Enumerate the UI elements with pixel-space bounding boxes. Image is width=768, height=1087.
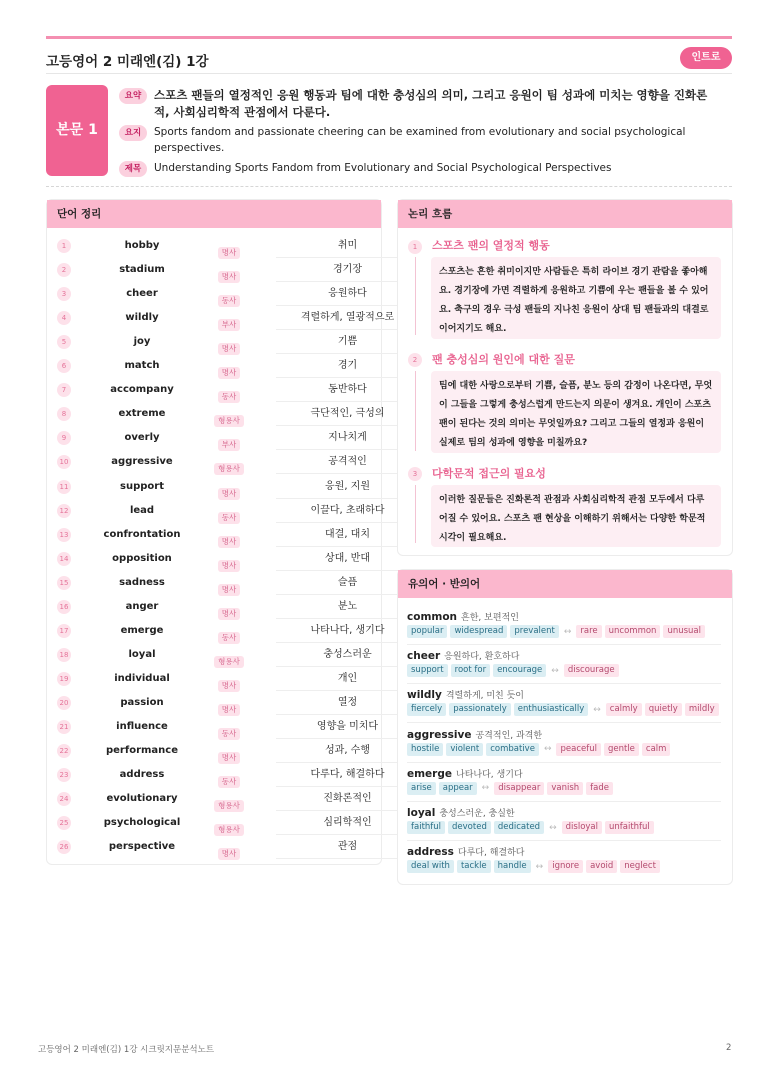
vocab-pos-badge <box>197 553 261 572</box>
logic-step-body: 이러한 질문들은 진화론적 관점과 사회심리학적 관점 모두에서 다루어질 수 있어요. 스포츠 팬 현상을 이해하기 위해서는 다양한 학문적 시각이 필요해요. <box>431 485 721 547</box>
vocab-meaning: 관점 <box>276 835 419 859</box>
antonym-chip: unfaithful <box>605 821 654 834</box>
synonym-chip: hostile <box>407 743 443 756</box>
vocab-number: 21 <box>57 720 71 734</box>
vocab-pos-badge <box>197 793 261 812</box>
vocab-word: influence <box>116 721 168 732</box>
vocab-meaning: 동반하다 <box>276 378 419 402</box>
vocab-word: address <box>119 769 165 781</box>
vocab-row <box>47 282 381 306</box>
synonym-chips <box>407 782 616 795</box>
vocab-pos: 동사 <box>218 391 241 403</box>
vocab-number: 23 <box>57 768 71 782</box>
vocab-pos: 명사 <box>218 343 241 355</box>
synonym-chip: widespread <box>450 625 507 638</box>
vocab-row <box>47 354 381 378</box>
vocab-number: 14 <box>57 552 71 566</box>
synonym-meaning: 충성스러운, 충실한 <box>439 809 515 819</box>
vocab-pos: 명사 <box>218 848 241 860</box>
page-title: 고등영어 2 미래엔(김) 1강 <box>46 54 209 70</box>
synonym-word: emerge <box>407 767 452 780</box>
vocab-number: 3 <box>57 287 71 301</box>
vocab-meaning: 분노 <box>276 595 419 619</box>
antonym-arrow-icon: ↔ <box>481 783 490 794</box>
top-accent-bar <box>46 36 732 39</box>
vocab-row <box>47 547 381 571</box>
antonym-chip: calm <box>642 743 671 756</box>
synonym-chips <box>407 625 708 638</box>
vocab-pos-badge <box>197 505 261 524</box>
vocab-meaning: 나타나다, 생기다 <box>276 619 419 643</box>
vocab-row <box>47 426 381 450</box>
summary-row-jemok <box>119 160 720 177</box>
vocab-meaning: 응원하다 <box>276 282 419 306</box>
vocab-meaning: 성과, 수행 <box>276 739 419 763</box>
synonym-word: loyal <box>407 807 436 819</box>
vocab-number: 10 <box>57 455 71 469</box>
vocab-word: perspective <box>108 841 176 853</box>
synonym-meaning: 흔한, 보편적인 <box>461 613 519 623</box>
header-divider <box>46 73 732 74</box>
vocab-pos-badge <box>197 769 261 788</box>
vocab-row <box>47 402 385 426</box>
vocab-meaning: 지나치게 <box>276 426 419 450</box>
synonym-divider <box>407 840 721 841</box>
vocab-pos-badge <box>197 408 261 427</box>
vocab-pos-badge <box>197 601 261 620</box>
vocab-pos: 명사 <box>218 536 241 548</box>
vocab-word: individual <box>114 672 170 684</box>
vocab-meaning: 열정 <box>276 691 419 715</box>
antonym-chip: calmly <box>606 703 642 716</box>
synonym-chip: dedicated <box>494 821 544 834</box>
footer-title: 고등영어 2 미래엔(김) 1강 시크릿지문분석노트 <box>38 1045 215 1055</box>
synonym-word: cheer <box>407 650 441 663</box>
vocab-word: passion <box>120 696 164 708</box>
vocab-word: performance <box>105 745 179 757</box>
vocab-meaning: 취미 <box>276 234 419 258</box>
vocab-pos-badge <box>197 264 261 283</box>
synonym-divider <box>407 644 721 645</box>
logic-connector <box>415 257 416 335</box>
antonym-chip: ignore <box>548 860 583 873</box>
vocab-row <box>47 619 385 643</box>
antonym-chip: gentle <box>604 743 639 756</box>
synonym-chips <box>407 743 673 756</box>
vocab-row <box>47 787 381 811</box>
synonym-heading: 유의어 · 반의어 <box>398 570 732 598</box>
synonym-word: wildly <box>407 689 442 702</box>
vocab-meaning: 공격적인 <box>276 450 419 474</box>
antonym-chip: quietly <box>645 703 682 716</box>
vocab-word: cheer <box>126 288 158 300</box>
vocab-number: 16 <box>57 600 71 614</box>
vocab-number: 8 <box>57 407 71 421</box>
logic-connector <box>415 485 416 543</box>
synonym-chip: support <box>407 664 448 677</box>
antonym-arrow-icon: ↔ <box>551 665 559 676</box>
vocab-pos-badge <box>197 697 261 716</box>
vocab-meaning: 격렬하게, 열광적으로 <box>276 306 419 330</box>
vocab-number: 4 <box>57 311 71 325</box>
summary-row-yoyak <box>119 87 720 121</box>
vocab-pos-badge <box>197 529 261 548</box>
vocab-word: opposition <box>112 552 172 564</box>
synonym-divider <box>407 722 721 723</box>
vocab-pos-badge <box>197 817 261 836</box>
vocab-word: support <box>120 480 164 492</box>
vocab-pos: 명사 <box>218 247 241 259</box>
vocab-pos-badge <box>197 673 261 692</box>
vocab-row <box>47 739 381 763</box>
vocab-word: lead <box>129 504 155 516</box>
synonym-word: address <box>407 846 454 859</box>
vocab-word: loyal <box>128 648 156 660</box>
vocab-number: 2 <box>57 263 71 277</box>
vocab-pos: 부사 <box>218 439 241 451</box>
summary-tag: 요지 <box>119 125 147 141</box>
vocab-pos-badge <box>197 649 261 668</box>
section-divider <box>46 186 732 187</box>
vocab-word: extreme <box>118 408 166 420</box>
logic-step-title: 팬 충성심의 원인에 대한 질문 <box>432 353 575 366</box>
vocab-row <box>47 667 381 691</box>
synonym-chip: faithful <box>407 821 445 834</box>
antonym-chip: fade <box>586 782 613 795</box>
antonym-arrow-icon: ↔ <box>543 744 552 755</box>
vocab-heading: 단어 정리 <box>47 200 381 228</box>
logic-step-body: 스포츠는 흔한 취미이지만 사람들은 특히 라이브 경기 관람을 좋아해요. 경기장에 가면 격렬하게 응원하고 기쁨에 우는 팬들을 볼 수 있어요. 축구의 경우 극성 팬들의 지나친 응원이 상대 팀 팬들과의 대결로 이어지기도 해요. <box>431 257 721 339</box>
vocab-meaning: 극단적인, 극성의 <box>276 402 419 426</box>
vocab-row <box>47 306 395 330</box>
vocab-number: 6 <box>57 359 71 373</box>
synonym-chip: violent <box>446 743 483 756</box>
logic-step-title: 다학문적 접근의 필요성 <box>432 467 546 480</box>
summary-row-yoji <box>119 124 720 156</box>
summary-text: 스포츠 팬들의 열정적인 응원 행동과 팀에 대한 충성심의 의미, 그리고 응원이 팀 성과에 미치는 영향을 진화론적, 사회심리학적 관점에서 다룬다. <box>154 88 708 119</box>
synonym-chip: deal with <box>407 860 454 873</box>
antonym-chip: uncommon <box>605 625 661 638</box>
vocab-pos-badge <box>197 336 261 355</box>
summary-text: Understanding Sports Fandom from Evolutionary and Social Psychological Perspectives <box>154 162 612 174</box>
vocab-word: wildly <box>125 312 159 324</box>
vocab-meaning: 이끌다, 초래하다 <box>276 499 419 523</box>
antonym-chip: unusual <box>663 625 705 638</box>
vocab-meaning: 개인 <box>276 667 419 691</box>
synonym-word: aggressive <box>407 728 472 741</box>
vocab-pos-badge <box>197 577 261 596</box>
vocab-meaning: 슬픔 <box>276 571 419 595</box>
vocab-word: accompany <box>110 384 174 396</box>
summary-tag: 제목 <box>119 161 147 177</box>
summary-block <box>46 85 732 180</box>
synonym-chips <box>407 860 663 873</box>
vocab-row <box>47 763 385 787</box>
intro-button[interactable]: 인트로 <box>680 47 732 69</box>
vocab-pos: 명사 <box>218 752 241 764</box>
vocab-word: hobby <box>124 240 160 251</box>
antonym-chip: rare <box>576 625 601 638</box>
vocab-row <box>47 715 381 739</box>
vocab-meaning: 영향을 미치다 <box>276 715 419 739</box>
synonym-divider <box>407 683 721 684</box>
antonym-arrow-icon: ↔ <box>549 822 557 833</box>
vocab-pos-badge <box>197 721 261 740</box>
vocab-pos: 동사 <box>218 632 241 644</box>
vocab-number: 11 <box>57 480 71 494</box>
logic-connector <box>415 371 416 451</box>
antonym-chip: disappear <box>494 782 544 795</box>
synonym-meaning: 다루다, 해결하다 <box>457 848 525 859</box>
vocab-number: 15 <box>57 576 71 590</box>
vocab-pos: 형용사 <box>214 656 244 668</box>
antonym-chip: disloyal <box>562 821 602 834</box>
vocab-meaning: 경기장 <box>276 258 419 282</box>
vocab-word: match <box>124 360 160 372</box>
vocab-number: 26 <box>57 840 71 854</box>
synonym-chip: appear <box>439 782 477 795</box>
vocab-meaning: 응원, 지원 <box>276 475 419 499</box>
synonym-panel <box>397 569 733 885</box>
antonym-chip: discourage <box>564 664 619 677</box>
synonym-chip: encourage <box>493 664 546 677</box>
antonym-chip: avoid <box>586 860 617 873</box>
vocab-meaning: 충성스러운 <box>276 643 419 667</box>
vocab-pos-badge <box>197 288 261 307</box>
synonym-meaning: 나타나다, 생기다 <box>456 769 523 780</box>
vocab-pos: 동사 <box>218 728 241 740</box>
vocab-meaning: 대결, 대치 <box>276 523 419 547</box>
synonym-chip: tackle <box>457 860 491 873</box>
synonym-chips <box>407 664 622 677</box>
antonym-chip: peaceful <box>556 743 600 756</box>
vocab-pos-badge <box>197 384 261 403</box>
logic-panel <box>397 199 733 556</box>
vocab-pos-badge <box>197 481 261 500</box>
vocab-number: 19 <box>57 672 71 686</box>
vocab-pos: 명사 <box>218 488 241 500</box>
vocab-pos: 형용사 <box>214 415 244 427</box>
antonym-chip: neglect <box>620 860 660 873</box>
vocab-pos: 형용사 <box>214 463 244 475</box>
vocab-word: evolutionary <box>106 793 178 805</box>
vocab-pos-badge <box>197 456 261 475</box>
vocab-row <box>47 811 381 835</box>
synonym-chip: passionately <box>449 703 511 716</box>
synonym-entry <box>398 845 732 884</box>
vocab-pos: 동사 <box>218 776 241 788</box>
synonym-word: common <box>407 611 458 623</box>
logic-step-number: 2 <box>408 353 422 367</box>
vocab-pos-badge <box>197 360 261 379</box>
vocab-word: confrontation <box>103 528 181 540</box>
synonym-divider <box>407 762 721 763</box>
vocab-row <box>47 523 381 547</box>
vocab-meaning: 다루다, 해결하다 <box>276 763 419 787</box>
vocab-number: 12 <box>57 504 71 518</box>
vocab-pos: 명사 <box>218 271 241 283</box>
antonym-chip: mildly <box>685 703 719 716</box>
synonym-chip: prevalent <box>510 625 558 638</box>
vocab-number: 7 <box>57 383 71 397</box>
synonym-meaning: 격렬하게, 미친 듯이 <box>445 691 524 702</box>
vocab-pos: 명사 <box>218 584 241 596</box>
logic-step-title: 스포츠 팬의 열정적 행동 <box>432 239 550 252</box>
vocab-word: aggressive <box>111 456 173 468</box>
vocab-meaning: 기쁨 <box>276 330 419 354</box>
vocab-row <box>47 499 385 523</box>
vocab-word: overly <box>124 432 160 444</box>
vocab-pos: 명사 <box>218 608 241 620</box>
vocab-number: 20 <box>57 696 71 710</box>
vocab-panel <box>46 199 395 865</box>
vocab-number: 25 <box>57 816 71 830</box>
vocab-number: 18 <box>57 648 71 662</box>
synonym-chip: popular <box>407 625 447 638</box>
synonym-chip: combative <box>486 743 539 756</box>
vocab-row <box>47 475 381 499</box>
vocab-word: joy <box>133 336 151 348</box>
logic-step-number: 1 <box>408 240 422 254</box>
synonym-meaning: 공격적인, 과격한 <box>475 730 543 741</box>
vocab-row <box>47 330 381 354</box>
vocab-number: 9 <box>57 431 71 445</box>
vocab-pos-badge <box>197 841 261 860</box>
vocab-meaning: 경기 <box>276 354 419 378</box>
vocab-meaning: 진화론적인 <box>276 787 419 811</box>
synonym-chip: root for <box>451 664 490 677</box>
vocab-word: stadium <box>119 264 165 276</box>
vocab-row <box>47 571 381 595</box>
vocab-word: psychological <box>103 817 181 829</box>
synonym-chip: fiercely <box>407 703 446 716</box>
vocab-pos-badge <box>197 240 261 259</box>
synonym-chip: devoted <box>448 821 491 834</box>
vocab-word: anger <box>125 600 159 612</box>
vocab-pos: 동사 <box>218 512 241 524</box>
synonym-divider <box>407 801 721 802</box>
vocab-pos: 형용사 <box>214 824 244 836</box>
synonym-meaning: 응원하다, 환호하다 <box>444 652 520 663</box>
vocab-pos: 명사 <box>218 367 241 379</box>
passage-badge: 본문 1 <box>46 85 108 176</box>
vocab-pos: 동사 <box>218 295 241 307</box>
vocab-row <box>47 258 381 282</box>
vocab-number: 24 <box>57 792 71 806</box>
synonym-chip: arise <box>407 782 436 795</box>
vocab-pos: 부사 <box>218 319 241 331</box>
summary-tag: 요약 <box>119 88 147 104</box>
vocab-pos: 명사 <box>218 560 241 572</box>
vocab-row <box>47 450 381 474</box>
vocab-row <box>47 378 381 402</box>
vocab-pos: 명사 <box>218 680 241 692</box>
antonym-arrow-icon: ↔ <box>563 626 572 637</box>
vocab-number: 13 <box>57 528 71 542</box>
vocab-pos-badge <box>197 312 261 331</box>
synonym-chips <box>407 703 722 716</box>
vocab-number: 17 <box>57 624 71 638</box>
vocab-meaning: 상대, 반대 <box>276 547 419 571</box>
antonym-arrow-icon: ↔ <box>593 704 601 715</box>
vocab-row <box>47 691 381 715</box>
vocab-row <box>47 595 381 619</box>
vocab-pos: 형용사 <box>214 800 244 812</box>
antonym-arrow-icon: ↔ <box>535 861 544 872</box>
vocab-number: 1 <box>57 239 71 253</box>
synonym-chip: enthusiastically <box>514 703 588 716</box>
vocab-number: 22 <box>57 744 71 758</box>
vocab-number: 5 <box>57 335 71 349</box>
vocab-pos: 명사 <box>218 704 241 716</box>
antonym-chip: vanish <box>547 782 583 795</box>
vocab-meaning: 심리학적인 <box>276 811 419 835</box>
logic-heading: 논리 흐름 <box>398 200 732 228</box>
logic-step-body: 팀에 대한 사랑으로부터 기쁨, 슬픔, 분노 등의 감정이 나온다면, 무엇이 그들을 그렇게 충성스럽게 만드는지 의문이 생겨요. 개인이 스포츠 팬이 된다는 것의 의미는 무엇일까요? 그리고 그들의 열정과 응원이 실제로 팀의 성과에 영향을 미칠까요? <box>431 371 721 453</box>
vocab-pos-badge <box>197 432 261 451</box>
summary-text: Sports fandom and passionate cheering can be examined from evolutionary and social psychological perspectives. <box>154 126 686 154</box>
synonym-chip: handle <box>494 860 531 873</box>
vocab-word: sadness <box>119 576 165 588</box>
logic-step-number: 3 <box>408 467 422 481</box>
vocab-row <box>47 234 381 258</box>
vocab-row <box>47 835 381 859</box>
vocab-word: emerge <box>120 624 164 636</box>
page-number: 2 <box>726 1043 732 1053</box>
vocab-pos-badge <box>197 745 261 764</box>
vocab-pos-badge <box>197 625 261 644</box>
vocab-row <box>47 643 381 667</box>
synonym-chips <box>407 821 657 834</box>
